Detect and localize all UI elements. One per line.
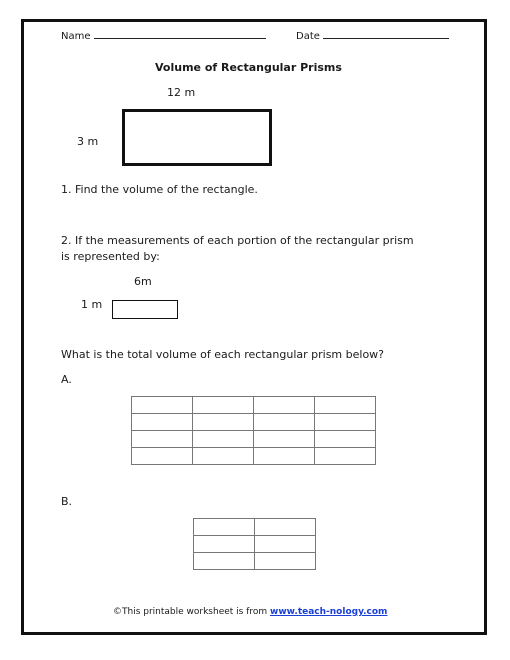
part-b-label: B. — [61, 495, 73, 508]
date-blank[interactable] — [323, 38, 449, 39]
grid-cell — [255, 536, 316, 553]
figure1-width-label: 3 m — [77, 135, 99, 148]
table-row — [132, 397, 376, 414]
figure2-rectangle — [112, 300, 178, 319]
figure2-length-label: 6m — [134, 275, 152, 288]
table-row — [194, 519, 316, 536]
worksheet-title: Volume of Rectangular Prisms — [155, 61, 342, 74]
grid-cell — [193, 431, 254, 448]
table-row — [194, 536, 316, 553]
grid-cell — [132, 414, 193, 431]
grid-cell — [194, 536, 255, 553]
grid-cell — [193, 397, 254, 414]
grid-cell — [132, 397, 193, 414]
table-row — [132, 448, 376, 465]
name-label: Name — [61, 31, 91, 42]
grid-cell — [315, 431, 376, 448]
grid-cell — [193, 414, 254, 431]
table-row — [132, 431, 376, 448]
grid-cell — [315, 414, 376, 431]
grid-cell — [193, 448, 254, 465]
footer-text: ©This printable worksheet is from — [113, 607, 271, 617]
part-b-prism-grid — [193, 518, 316, 570]
question2-line1: 2. If the measurements of each portion of the rectangular prism — [61, 234, 414, 247]
name-field — [61, 31, 266, 42]
grid-cell — [194, 553, 255, 570]
question3-text: What is the total volume of each rectangular prism below? — [61, 348, 385, 361]
grid-cell — [255, 519, 316, 536]
date-label: Date — [296, 31, 320, 42]
date-field — [296, 31, 449, 42]
grid-cell — [315, 397, 376, 414]
grid-cell — [315, 448, 376, 465]
name-blank[interactable] — [94, 38, 266, 39]
grid-cell — [254, 414, 315, 431]
grid-cell — [132, 431, 193, 448]
part-a-label: A. — [61, 373, 72, 386]
figure2-width-label: 1 m — [81, 298, 103, 311]
grid-cell — [254, 448, 315, 465]
grid-cell — [254, 397, 315, 414]
footer — [113, 607, 387, 617]
grid-cell — [132, 448, 193, 465]
table-row — [194, 553, 316, 570]
figure1-length-label: 12 m — [167, 86, 196, 99]
grid-cell — [194, 519, 255, 536]
grid-cell — [255, 553, 316, 570]
question2-line2: is represented by: — [61, 250, 160, 263]
figure1-rectangle — [122, 109, 272, 166]
part-a-prism-grid — [131, 396, 376, 465]
question1-text: 1. Find the volume of the rectangle. — [61, 183, 258, 196]
grid-cell — [254, 431, 315, 448]
table-row — [132, 414, 376, 431]
footer-link[interactable]: www.teach-nology.com — [270, 607, 388, 617]
